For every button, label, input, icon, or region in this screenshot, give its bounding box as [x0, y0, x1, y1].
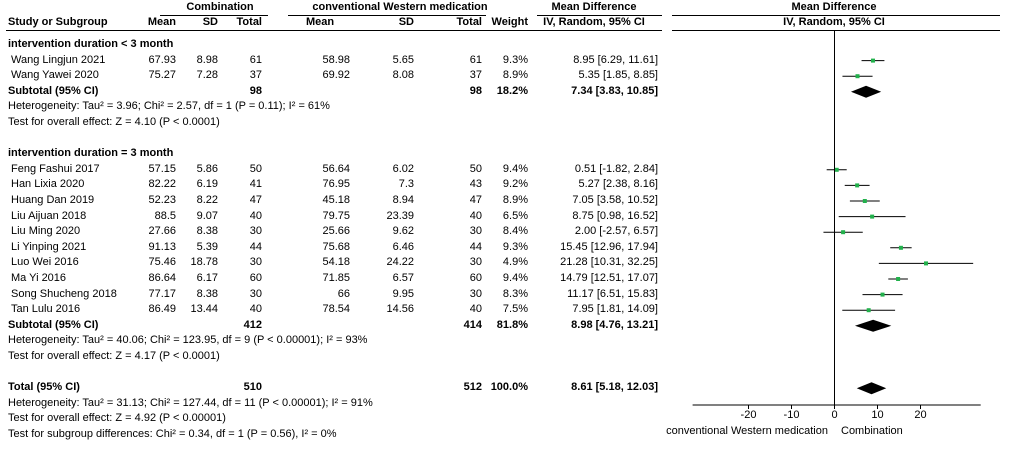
x-tick-label: -10	[783, 409, 800, 421]
total-diamond	[857, 382, 886, 394]
study-sd2: 14.56	[386, 303, 414, 316]
study-mean1: 82.22	[148, 178, 176, 191]
study-ci: 11.17 [6.51, 15.83]	[567, 287, 658, 300]
col-weight: Weight	[491, 16, 528, 28]
study-mean2: 54.18	[322, 256, 350, 269]
axis-left-label: conventional Western medication	[666, 425, 828, 437]
total-heterogeneity: Heterogeneity: Tau² = 31.13; Chi² = 127.44, df = 11 (P < 0.00001); I² = 91%	[8, 396, 373, 409]
study-point	[896, 277, 900, 281]
header-group1: Combination	[186, 1, 254, 13]
total-total1: 510	[243, 381, 262, 394]
axis-right-label: Combination	[841, 425, 903, 437]
study-total1: 50	[249, 162, 262, 175]
study-ci: 5.27 [2.38, 8.16]	[578, 178, 658, 191]
study-point	[863, 199, 867, 203]
study-ci: 14.79 [12.51, 17.07]	[560, 272, 658, 284]
study-sd1: 13.44	[190, 303, 218, 316]
study-ci: 5.35 [1.85, 8.85]	[578, 69, 658, 82]
study-total1: 60	[249, 272, 262, 284]
study-name: Luo Wei 2016	[11, 256, 79, 269]
study-total2: 40	[469, 209, 482, 222]
study-name: Han Lixia 2020	[11, 178, 85, 191]
total-overall-effect: Test for overall effect: Z = 4.92 (P < 0.00001)	[8, 412, 226, 425]
subgroup-overall-effect: Test for overall effect: Z = 4.10 (P < 0.0001)	[8, 116, 220, 128]
study-sd1: 8.38	[196, 225, 218, 238]
study-total2: 37	[469, 69, 482, 82]
subgroup-overall-effect: Test for overall effect: Z = 4.17 (P < 0.0001)	[8, 350, 220, 362]
subtotal-total1: 412	[243, 318, 262, 331]
study-sd2: 9.62	[392, 225, 414, 238]
col-sd1: SD	[202, 16, 218, 28]
study-total2: 30	[469, 225, 482, 238]
x-tick-label: 20	[914, 409, 927, 421]
total-ci: 8.61 [5.18, 12.03]	[571, 381, 658, 394]
subtotal-label: Subtotal (95% CI)	[8, 318, 99, 331]
study-total1: 40	[249, 303, 262, 316]
col-plot-method: IV, Random, 95% CI	[783, 16, 885, 28]
subgroup-heterogeneity: Heterogeneity: Tau² = 40.06; Chi² = 123.95, df = 9 (P < 0.00001); I² = 93%	[8, 334, 368, 347]
header-plot-title: Mean Difference	[791, 1, 877, 13]
subtotal-label: Subtotal (95% CI)	[8, 84, 99, 97]
study-mean2: 71.85	[322, 272, 350, 284]
study-mean1: 52.23	[148, 194, 176, 206]
study-weight: 9.3%	[502, 240, 528, 253]
study-sd2: 6.57	[392, 272, 414, 284]
study-sd2: 6.02	[392, 162, 414, 175]
study-total2: 43	[469, 178, 482, 191]
study-total2: 47	[469, 194, 482, 206]
study-sd1: 9.07	[196, 209, 218, 222]
study-name: Ma Yi 2016	[11, 272, 67, 284]
header-bottom-rule	[6, 30, 662, 31]
study-weight: 9.2%	[502, 178, 528, 191]
subtotal-total1: 98	[249, 84, 262, 97]
study-sd2: 9.95	[392, 287, 414, 300]
study-weight: 6.5%	[502, 209, 528, 222]
study-mean1: 86.49	[148, 303, 176, 316]
study-point	[899, 246, 903, 250]
study-name: Liu Ming 2020	[11, 225, 81, 238]
study-sd2: 24.22	[386, 256, 414, 269]
col-total2: Total	[456, 16, 482, 28]
study-name: Huang Dan 2019	[11, 194, 95, 206]
subtotal-ci: 8.98 [4.76, 13.21]	[571, 318, 658, 331]
study-ci: 8.95 [6.29, 11.61]	[573, 53, 658, 66]
study-ci: 7.95 [1.81, 14.09]	[572, 303, 658, 316]
header-group2: conventional Western medication	[312, 1, 488, 13]
col-mean1: Mean	[147, 16, 176, 28]
study-point	[841, 230, 845, 234]
study-weight: 8.9%	[502, 69, 528, 82]
study-mean1: 67.93	[148, 53, 176, 66]
study-mean2: 76.95	[322, 178, 350, 191]
study-total2: 61	[469, 53, 482, 66]
study-ci: 0.51 [-1.82, 2.84]	[574, 162, 658, 175]
study-mean1: 57.15	[148, 162, 176, 175]
study-mean1: 86.64	[148, 272, 176, 284]
study-point	[855, 183, 859, 187]
study-name: Li Yinping 2021	[11, 240, 87, 253]
study-weight: 9.4%	[502, 162, 528, 175]
study-weight: 8.9%	[502, 194, 528, 206]
study-sd1: 18.78	[190, 256, 218, 269]
subgroup-title: intervention duration < 3 month	[8, 38, 174, 50]
study-mean2: 75.68	[322, 240, 350, 253]
study-mean2: 79.75	[322, 209, 350, 222]
study-mean1: 77.17	[148, 287, 176, 300]
study-mean2: 45.18	[322, 194, 350, 206]
study-weight: 9.3%	[502, 53, 528, 66]
study-name: Liu Aijuan 2018	[11, 209, 87, 222]
study-point	[881, 293, 885, 297]
x-tick-label: 10	[871, 409, 884, 421]
study-point	[870, 215, 874, 219]
study-point	[871, 59, 875, 63]
study-total1: 30	[249, 256, 262, 269]
study-sd2: 7.3	[398, 178, 414, 191]
study-sd1: 8.22	[196, 194, 218, 206]
study-total2: 40	[469, 303, 482, 316]
study-sd1: 8.98	[196, 53, 218, 66]
study-sd2: 8.94	[392, 194, 414, 206]
subtotal-ci: 7.34 [3.83, 10.85]	[571, 84, 658, 97]
study-total1: 37	[249, 69, 262, 82]
col-study: Study or Subgroup	[8, 16, 108, 28]
study-sd2: 23.39	[386, 209, 414, 222]
study-sd1: 6.19	[196, 178, 218, 191]
study-ci: 15.45 [12.96, 17.94]	[560, 240, 658, 253]
study-mean2: 56.64	[322, 162, 350, 175]
study-sd1: 5.39	[196, 240, 218, 253]
col-sd2: SD	[398, 16, 414, 28]
study-point	[867, 308, 871, 312]
study-total1: 47	[249, 194, 262, 206]
study-total2: 50	[469, 162, 482, 175]
study-weight: 8.3%	[502, 287, 528, 300]
study-mean2: 58.98	[322, 53, 350, 66]
study-total1: 40	[249, 209, 262, 222]
study-point	[924, 261, 928, 265]
study-ci: 7.05 [3.58, 10.52]	[572, 194, 658, 206]
study-point	[835, 168, 839, 172]
study-mean1: 75.27	[148, 69, 176, 82]
subtotal-diamond	[855, 320, 891, 332]
total-label: Total (95% CI)	[8, 381, 80, 394]
study-mean2: 78.54	[322, 303, 350, 316]
study-total2: 60	[469, 272, 482, 284]
study-mean2: 69.92	[322, 69, 350, 82]
study-name: Wang Lingjun 2021	[11, 53, 106, 66]
study-weight: 4.9%	[502, 256, 528, 269]
subtotal-total2: 414	[463, 318, 482, 331]
study-total1: 41	[249, 178, 262, 191]
study-mean1: 88.5	[154, 209, 176, 222]
subgroup-differences: Test for subgroup differences: Chi² = 0.34, df = 1 (P = 0.56), I² = 0%	[8, 428, 337, 440]
study-sd2: 8.08	[392, 69, 414, 82]
study-point	[856, 74, 860, 78]
study-name: Tan Lulu 2016	[11, 303, 81, 316]
study-mean1: 75.46	[148, 256, 176, 269]
total-weight: 100.0%	[490, 381, 528, 394]
subtotal-total2: 98	[469, 84, 482, 97]
study-ci: 8.75 [0.98, 16.52]	[572, 209, 658, 222]
study-mean1: 27.66	[148, 225, 176, 238]
study-weight: 9.4%	[502, 272, 528, 284]
study-sd2: 5.65	[392, 53, 414, 66]
header-bottom-rule-plot	[672, 30, 1000, 31]
subgroup-heterogeneity: Heterogeneity: Tau² = 3.96; Chi² = 2.57, df = 1 (P = 0.11); I² = 61%	[8, 100, 330, 113]
total-total2: 512	[463, 381, 482, 394]
subtotal-diamond	[851, 86, 881, 98]
study-total1: 30	[249, 225, 262, 238]
study-ci: 2.00 [-2.57, 6.57]	[574, 225, 658, 238]
study-total1: 30	[249, 287, 262, 300]
study-mean1: 91.13	[148, 240, 176, 253]
x-tick-label: 0	[831, 409, 838, 421]
study-name: Song Shucheng 2018	[11, 287, 117, 300]
study-sd1: 6.17	[196, 272, 218, 284]
study-mean2: 66	[337, 287, 350, 300]
col-total1: Total	[236, 16, 262, 28]
study-sd1: 7.28	[196, 69, 218, 82]
col-md-method: IV, Random, 95% CI	[543, 16, 645, 28]
study-ci: 21.28 [10.31, 32.25]	[560, 256, 658, 269]
study-mean2: 25.66	[322, 225, 350, 238]
study-name: Feng Fashui 2017	[11, 162, 100, 175]
study-total1: 61	[249, 53, 262, 66]
study-total2: 44	[469, 240, 482, 253]
study-sd1: 8.38	[196, 287, 218, 300]
study-name: Wang Yawei 2020	[11, 69, 99, 82]
study-total1: 44	[249, 240, 262, 253]
subtotal-weight: 18.2%	[496, 84, 528, 97]
study-sd1: 5.86	[196, 162, 218, 175]
study-weight: 7.5%	[502, 303, 528, 316]
study-total2: 30	[469, 287, 482, 300]
study-weight: 8.4%	[502, 225, 528, 238]
header-md-title: Mean Difference	[551, 1, 637, 13]
x-tick-label: -20	[740, 409, 757, 421]
study-total2: 30	[469, 256, 482, 269]
study-sd2: 6.46	[392, 240, 414, 253]
subtotal-weight: 81.8%	[496, 318, 528, 331]
col-mean2: Mean	[305, 16, 335, 28]
subgroup-title: intervention duration = 3 month	[8, 147, 174, 160]
